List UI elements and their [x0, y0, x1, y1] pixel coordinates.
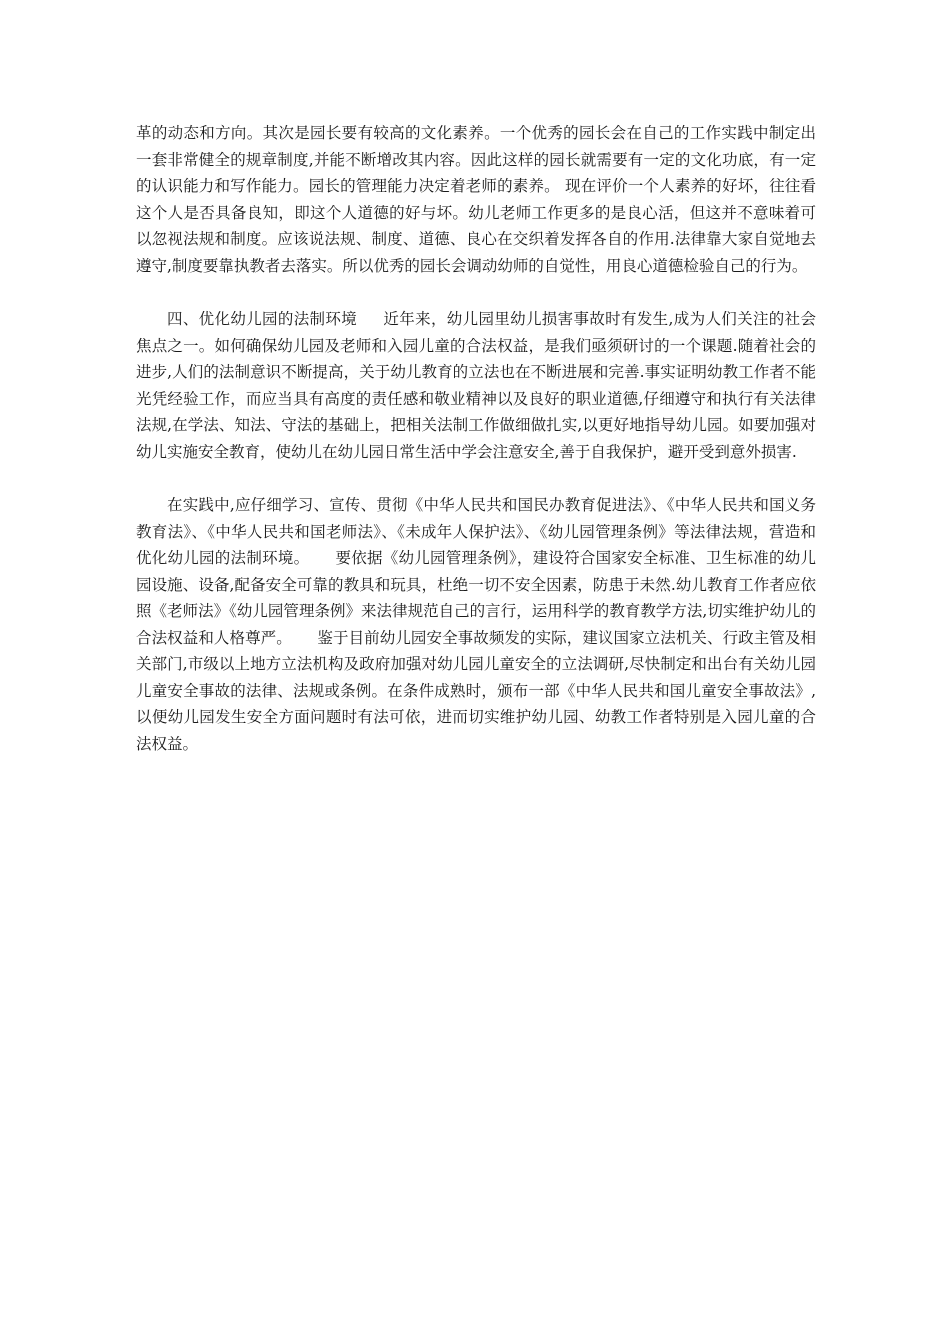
paragraph-1: 革的动态和方向。其次是园长要有较高的文化素养。一个优秀的园长会在自己的工作实践中制定出一套非常健全的规章制度,并能不断增改其内容。因此这样的园长就需要有一定的文化功底，有一定的认识能力和写作能力。园长的管理能力决定着老师的素养。 现在评价一个人素养的好坏，往往看这个人是否具备良知，即这个人道德的好与坏。幼儿老师工作更多的是良心活，但这并不意味着可以忽视法规和制度。应该说法规、制度、道德、良心在交织着发挥各自的作用.法律靠大家自觉地去遵守,制度要靠执教者去落实。所以优秀的园长会调动幼师的自觉性，用良心道德检验自己的行为。 — [136, 124, 816, 275]
document-page — [136, 120, 816, 784]
paragraph-3: 在实践中,应仔细学习、宣传、贯彻《中华人民共和国民办教育促进法》、《中华人民共和国义务教育法》、《中华人民共和国老师法》、《未成年人保护法》、《幼儿园管理条例》等法律法规，营造和优化幼儿园的法制环境。 要依据《幼儿园管理条例》，建设符合国家安全标准、卫生标准的幼儿园设施、设备,配备安全可靠的教具和玩具，杜绝一切不安全因素，防患于未然.幼儿教育工作者应依照《老师法》《幼儿园管理条例》来法律规范自己的言行，运用科学的教育教学方法,切实维护幼儿的合法权益和人格尊严。 鉴于目前幼儿园安全事故频发的实际，建议国家立法机关、行政主管及相关部门,市级以上地方立法机构及政府加强对幼儿园儿童安全的立法调研,尽快制定和出台有关幼儿园儿童安全事故的法律、法规或条例。在条件成熟时，颁布一部《中华人民共和国儿童安全事故法》,以便幼儿园发生安全方面问题时有法可依，进而切实维护幼儿园、幼教工作者特别是入园儿童的合法权益。 — [136, 496, 816, 753]
paragraph-2: 四、优化幼儿园的法制环境 近年来，幼儿园里幼儿损害事故时有发生,成为人们关注的社会焦点之一。如何确保幼儿园及老师和入园儿童的合法权益，是我们亟须研讨的一个课题.随着社会的进步,人们的法制意识不断提高，关于幼儿教育的立法也在不断进展和完善.事实证明幼教工作者不能光凭经验工作，而应当具有高度的责任感和敬业精神以及良好的职业道德,仔细遵守和执行有关法律法规,在学法、知法、守法的基础上，把相关法制工作做细做扎实,以更好地指导幼儿园。如要加强对幼儿实施安全教育，使幼儿在幼儿园日常生活中学会注意安全,善于自我保护，避开受到意外损害. — [136, 310, 816, 461]
